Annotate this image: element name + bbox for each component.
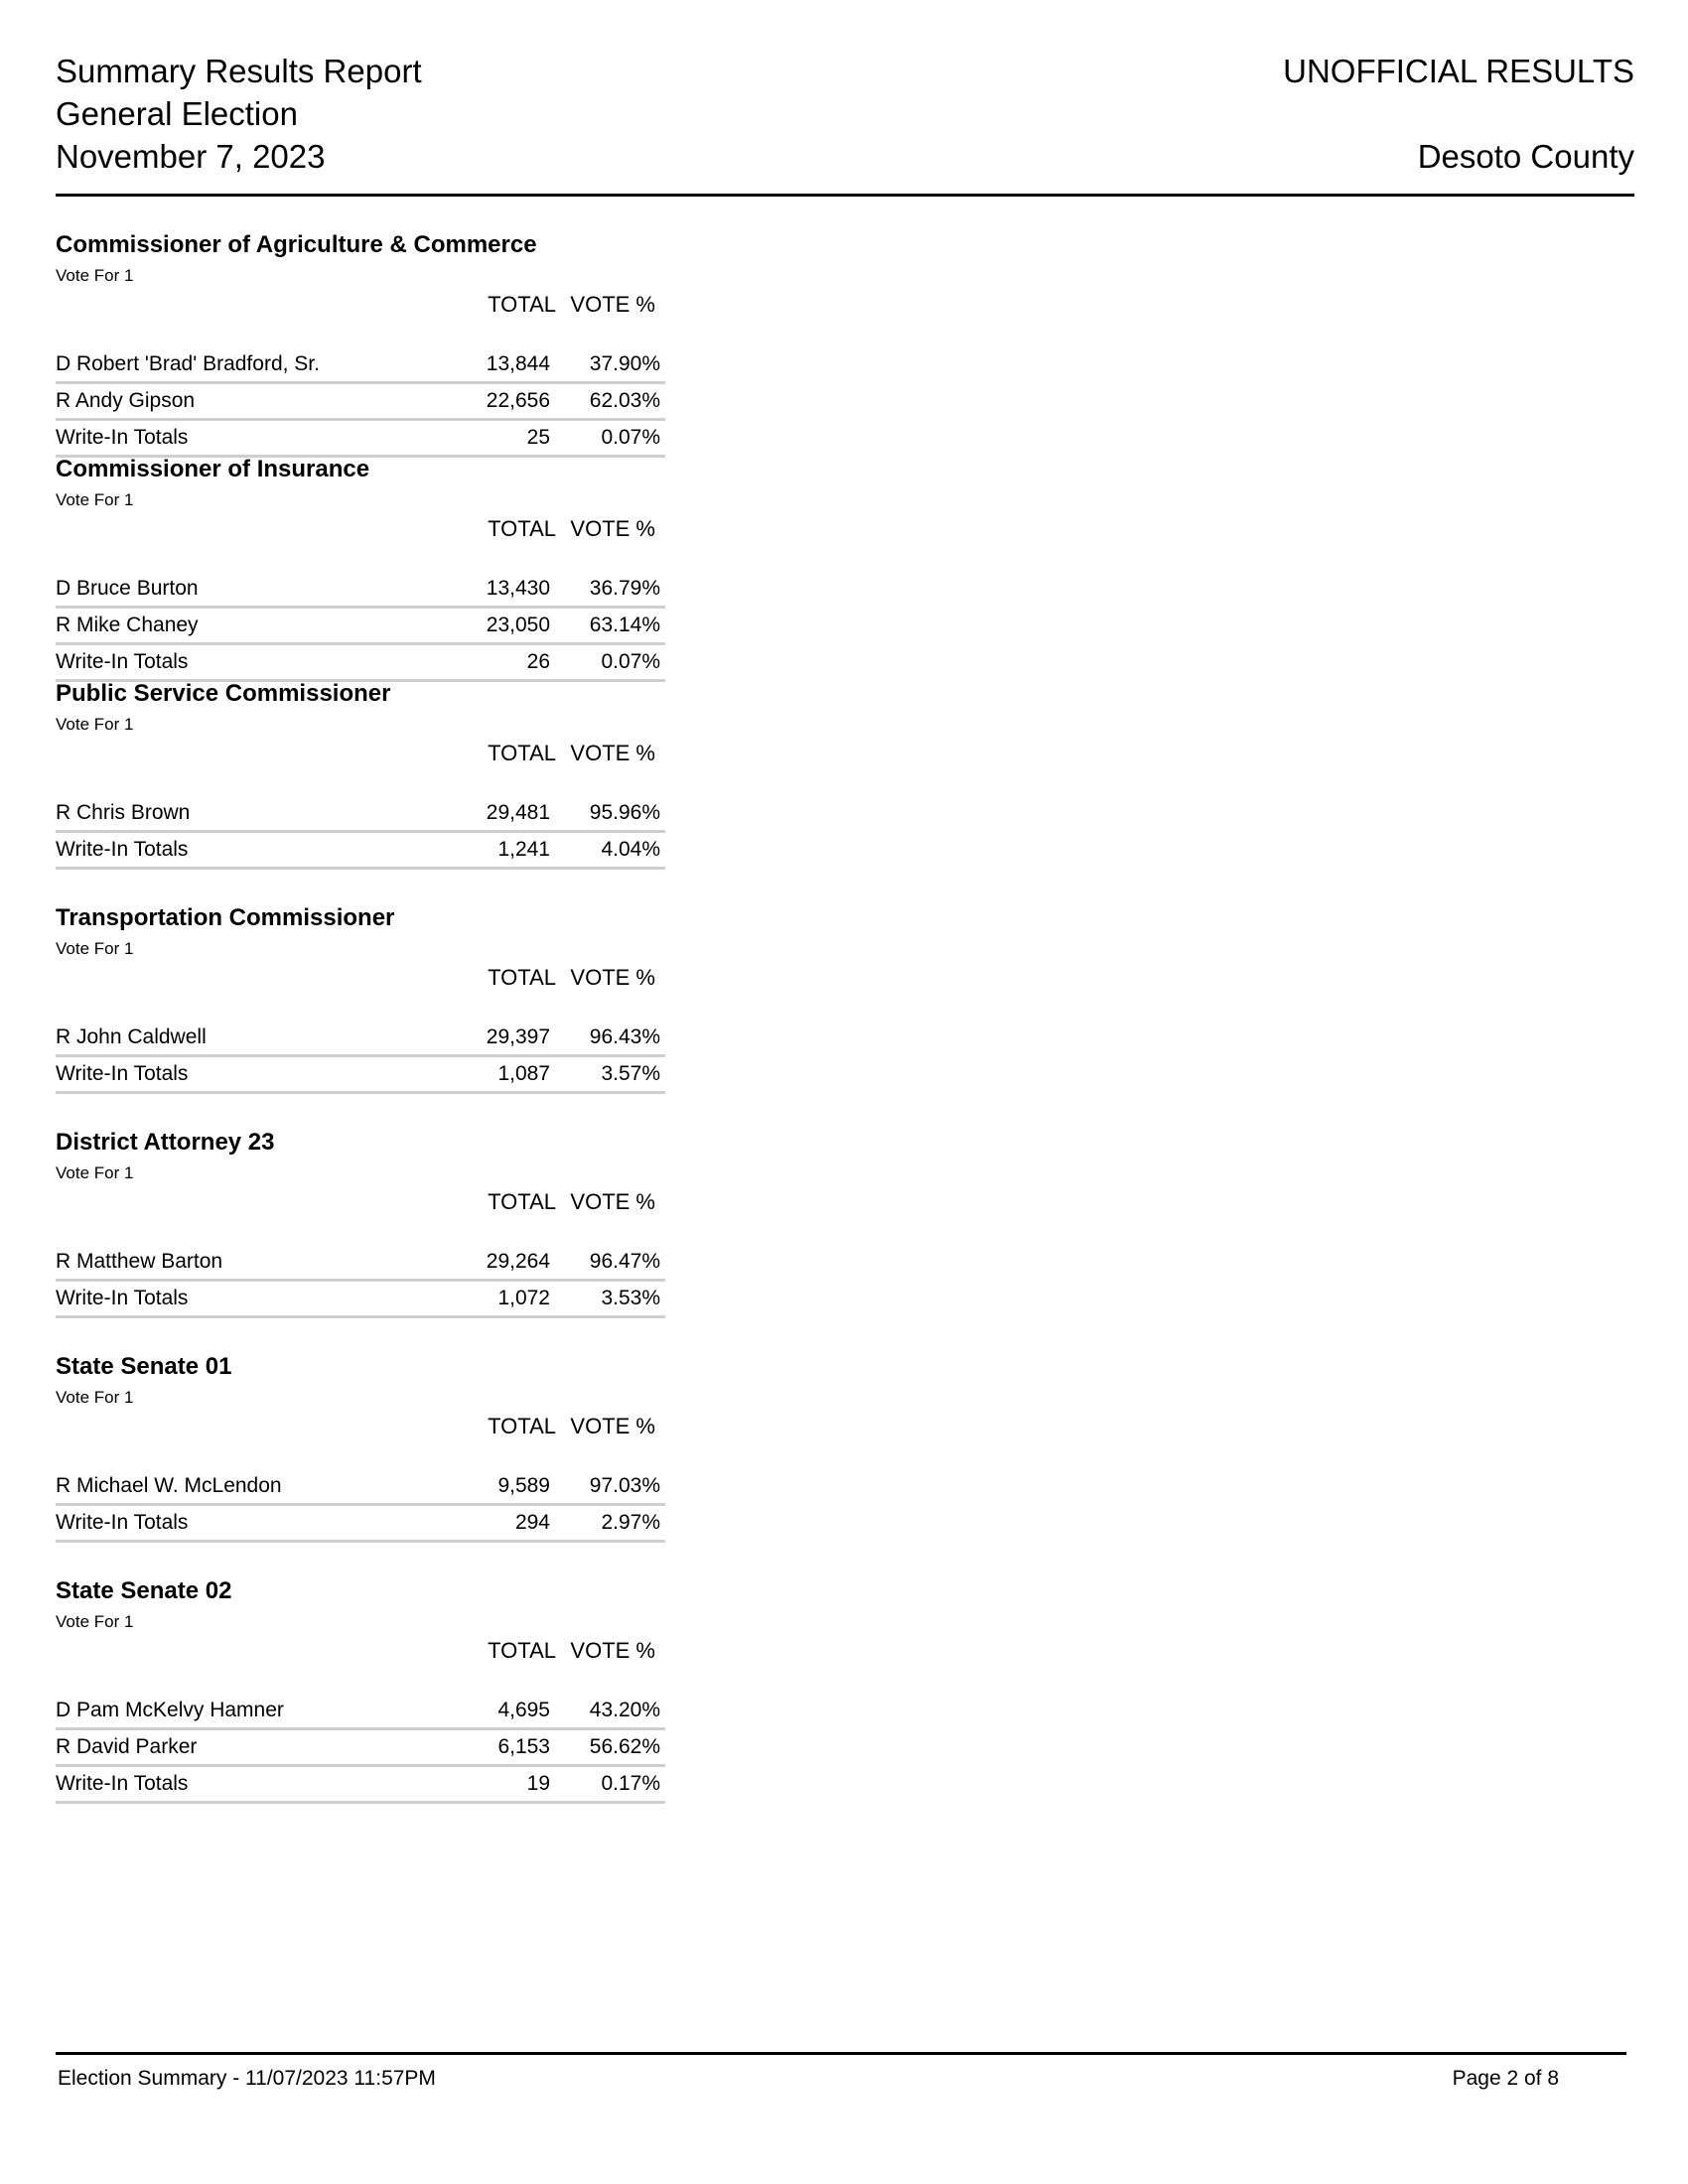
result-rows: [56, 1245, 665, 1318]
result-rows: [56, 1469, 665, 1543]
vote-total: 26: [526, 650, 550, 673]
vote-percent-column-header: VOTE %: [570, 1189, 655, 1214]
vote-total: 6,153: [497, 1735, 550, 1758]
vote-percent: 96.47%: [589, 1250, 660, 1273]
footer-summary: Election Summary - 11/07/2023 11:57PM: [58, 2067, 436, 2090]
county-name: Desoto County: [1417, 138, 1634, 175]
result-rows: [56, 1021, 665, 1094]
vote-total: 9,589: [497, 1474, 550, 1497]
vote-percent: 3.53%: [601, 1287, 660, 1309]
vote-percent-column-header: VOTE %: [570, 741, 655, 765]
vote-percent: 63.14%: [589, 614, 660, 636]
result-row: [56, 609, 665, 645]
candidate-name: R Chris Brown: [56, 801, 191, 824]
vote-total: 1,072: [497, 1287, 550, 1309]
result-row: [56, 1694, 665, 1730]
vote-percent-column-header: VOTE %: [570, 516, 655, 541]
candidate-name: R John Caldwell: [56, 1025, 207, 1048]
result-row: [56, 833, 665, 870]
contest-title: Public Service Commissioner: [56, 680, 391, 707]
result-row: [56, 1506, 665, 1543]
contest-title: Commissioner of Insurance: [56, 456, 370, 482]
vote-percent: 97.03%: [589, 1474, 660, 1497]
vote-percent: 37.90%: [589, 352, 660, 375]
election-date: November 7, 2023: [56, 138, 326, 175]
result-row: [56, 796, 665, 833]
result-rows: [56, 796, 665, 870]
vote-total: 294: [514, 1511, 550, 1534]
result-row: [56, 1021, 665, 1057]
vote-for-label: Vote For 1: [56, 490, 134, 509]
vote-percent: 96.43%: [589, 1025, 660, 1048]
candidate-name: D Bruce Burton: [56, 577, 199, 600]
result-row: [56, 1057, 665, 1094]
vote-percent: 43.20%: [589, 1699, 660, 1721]
total-column-header: TOTAL: [488, 1414, 556, 1438]
contest-block: [56, 1576, 665, 1801]
candidate-name: R Matthew Barton: [56, 1250, 223, 1273]
vote-percent: 0.07%: [601, 426, 660, 449]
result-rows: [56, 572, 665, 682]
result-rows: [56, 1694, 665, 1804]
vote-for-label: Vote For 1: [56, 266, 134, 285]
vote-for-label: Vote For 1: [56, 1612, 134, 1631]
candidate-name: Write-In Totals: [56, 838, 189, 861]
contest-block: [56, 903, 665, 1128]
vote-total: 1,087: [497, 1062, 550, 1085]
contest-title: State Senate 02: [56, 1577, 232, 1604]
result-row: [56, 1469, 665, 1506]
result-row: [56, 384, 665, 421]
vote-for-label: Vote For 1: [56, 715, 134, 734]
contest-title: State Senate 01: [56, 1353, 232, 1380]
contest-title: Commissioner of Agriculture & Commerce: [56, 231, 537, 258]
vote-for-label: Vote For 1: [56, 1388, 134, 1407]
vote-percent: 56.62%: [589, 1735, 660, 1758]
vote-total: 4,695: [497, 1699, 550, 1721]
result-row: [56, 572, 665, 609]
candidate-name: Write-In Totals: [56, 650, 189, 673]
election-name: General Election: [56, 95, 298, 132]
vote-percent: 62.03%: [589, 389, 660, 412]
candidate-name: D Robert 'Brad' Bradford, Sr.: [56, 352, 320, 375]
contest-list: [56, 230, 665, 1801]
total-column-header: TOTAL: [488, 1189, 556, 1214]
total-column-header: TOTAL: [488, 516, 556, 541]
vote-total: 1,241: [497, 838, 550, 861]
report-title: Summary Results Report: [56, 53, 422, 89]
report-footer: [56, 2052, 1626, 2090]
contest-block: [56, 679, 665, 903]
total-column-header: TOTAL: [488, 741, 556, 765]
result-row: [56, 1245, 665, 1282]
vote-total: 23,050: [486, 614, 550, 636]
candidate-name: Write-In Totals: [56, 1287, 189, 1309]
vote-percent-column-header: VOTE %: [570, 1414, 655, 1438]
candidate-name: Write-In Totals: [56, 426, 189, 449]
vote-percent: 0.17%: [601, 1772, 660, 1795]
vote-percent: 36.79%: [589, 577, 660, 600]
vote-total: 19: [526, 1772, 550, 1795]
result-rows: [56, 347, 665, 458]
results-status: UNOFFICIAL RESULTS: [1283, 53, 1634, 89]
report-title-block: [56, 50, 422, 178]
contest-block: [56, 1352, 665, 1576]
vote-for-label: Vote For 1: [56, 1163, 134, 1182]
vote-percent-column-header: VOTE %: [570, 292, 655, 317]
candidate-name: R Michael W. McLendon: [56, 1474, 282, 1497]
vote-total: 13,844: [486, 352, 550, 375]
contest-block: [56, 230, 665, 455]
result-row: [56, 645, 665, 682]
vote-percent: 3.57%: [601, 1062, 660, 1085]
contest-block: [56, 1128, 665, 1352]
vote-total: 29,264: [486, 1250, 550, 1273]
vote-percent: 2.97%: [601, 1511, 660, 1534]
contest-title: District Attorney 23: [56, 1129, 275, 1156]
vote-percent-column-header: VOTE %: [570, 965, 655, 990]
total-column-header: TOTAL: [488, 292, 556, 317]
vote-total: 29,397: [486, 1025, 550, 1048]
contest-block: [56, 455, 665, 679]
contest-title: Transportation Commissioner: [56, 904, 395, 931]
candidate-name: R Andy Gipson: [56, 389, 196, 412]
vote-total: 25: [526, 426, 550, 449]
candidate-name: R David Parker: [56, 1735, 198, 1758]
vote-percent-column-header: VOTE %: [570, 1638, 655, 1663]
vote-total: 29,481: [486, 801, 550, 824]
total-column-header: TOTAL: [488, 1638, 556, 1663]
vote-percent: 0.07%: [601, 650, 660, 673]
total-column-header: TOTAL: [488, 965, 556, 990]
candidate-name: R Mike Chaney: [56, 614, 199, 636]
vote-total: 13,430: [486, 577, 550, 600]
vote-for-label: Vote For 1: [56, 939, 134, 958]
result-row: [56, 421, 665, 458]
candidate-name: D Pam McKelvy Hamner: [56, 1699, 284, 1721]
vote-percent: 4.04%: [601, 838, 660, 861]
vote-total: 22,656: [486, 389, 550, 412]
vote-percent: 95.96%: [589, 801, 660, 824]
result-row: [56, 1767, 665, 1804]
report-header: [56, 50, 1634, 197]
result-row: [56, 1282, 665, 1318]
page-number: Page 2 of 8: [1452, 2067, 1559, 2090]
candidate-name: Write-In Totals: [56, 1511, 189, 1534]
candidate-name: Write-In Totals: [56, 1062, 189, 1085]
result-row: [56, 347, 665, 384]
candidate-name: Write-In Totals: [56, 1772, 189, 1795]
result-row: [56, 1730, 665, 1767]
